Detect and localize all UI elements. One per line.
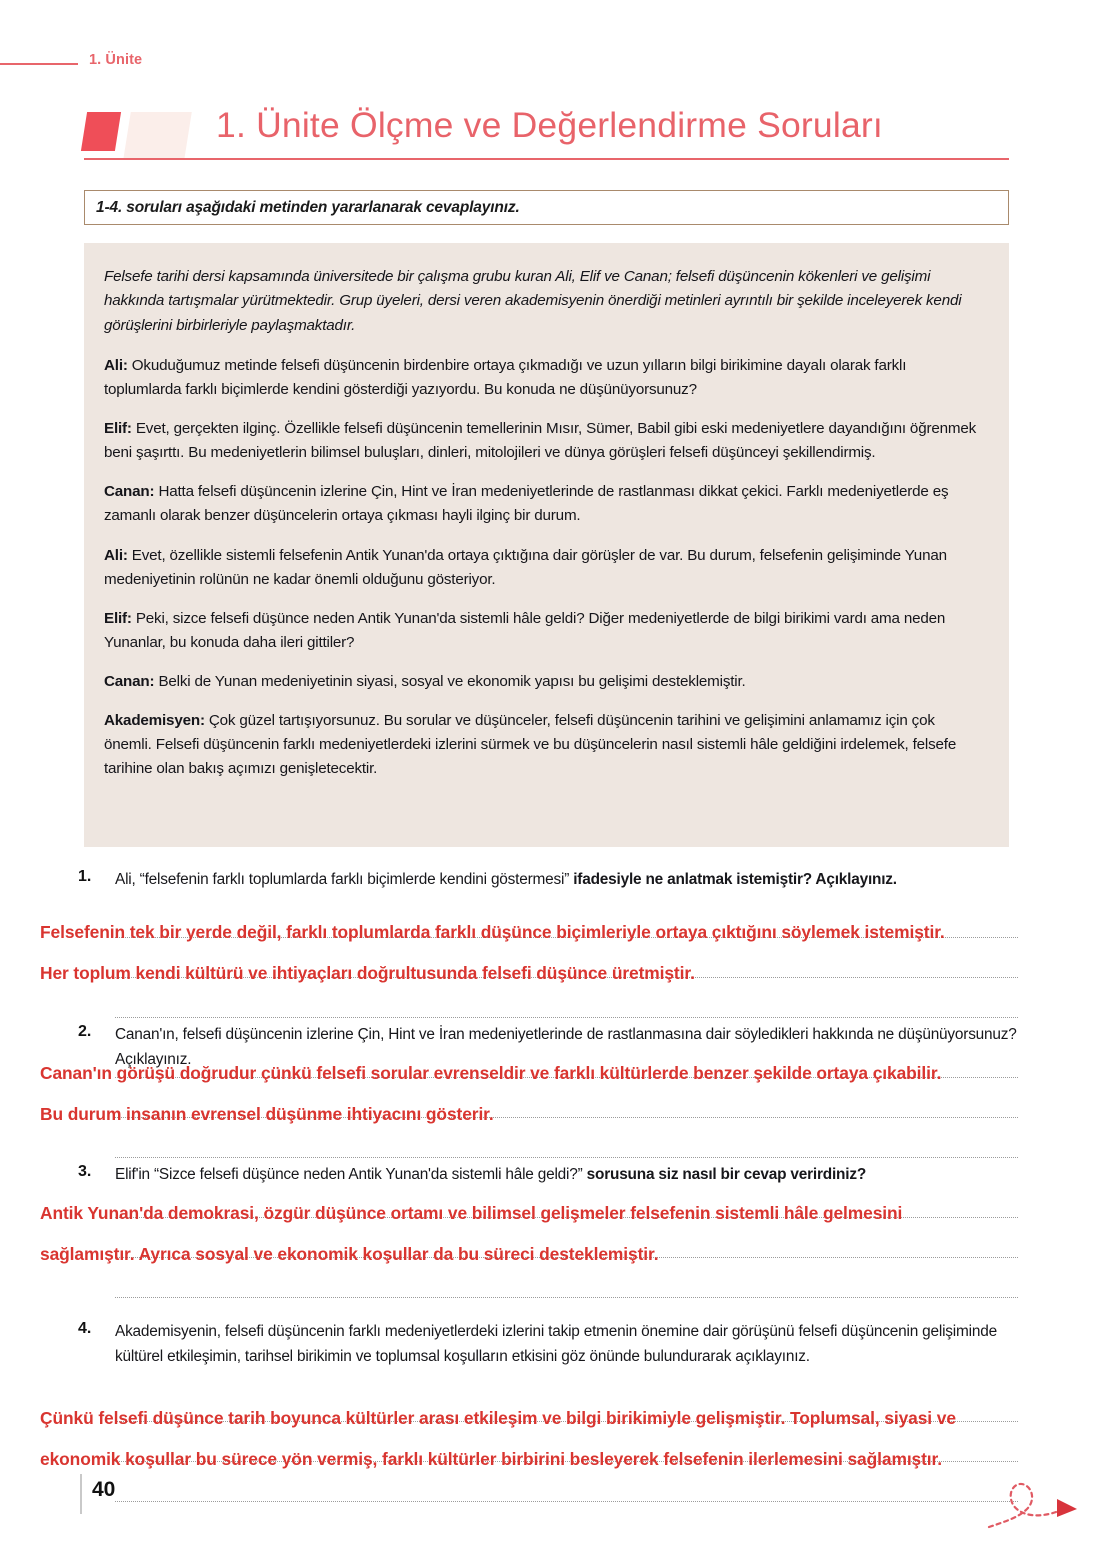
dialogue-speaker: Ali: xyxy=(104,546,128,564)
instruction-box xyxy=(84,190,1009,225)
answer-line[interactable] xyxy=(115,1501,1018,1502)
dialogue-text: Evet, özellikle sistemli felsefenin Antik Yunan'da ortaya çıktığına dair görüşler de var. Bu durum, felsefenin gelişiminde Yunan medeniyetinin rolünün ne kadar önemli olduğunu gösteriyor. xyxy=(104,546,947,588)
question-text xyxy=(115,868,1018,893)
unit-label: 1. Ünite xyxy=(89,52,143,68)
answer-line[interactable] xyxy=(115,1157,1018,1158)
dialogue-text: Hatta felsefi düşüncenin izlerine Çin, Hint ve İran medeniyetlerinde de rastlanması dikkat çekici. Farklı medeniyetlerde eş zamanlı olarak benzer düşüncelerin ortaya çıkması hayli ilginç bir durum. xyxy=(104,483,949,525)
dialogue-speaker: Ali: xyxy=(104,356,128,374)
handwritten-answer: Canan'ın görüşü doğrudur çünkü felsefi sorular evrenseldir ve farklı kültürlerde benzer şekilde ortaya çıkabilir. Bu durum insanın evrensel düşünme ihtiyacını gösterir. xyxy=(40,1063,942,1124)
dialogue-text: Okuduğumuz metinde felsefi düşüncenin birdenbire ortaya çıkmadığı ve uzun yılların bilgi birikimine dayalı olarak farklı toplumlarda farklı biçimlerde kendini gösterdiği yazıyordu. Bu konuda ne düşünüyorsunuz? xyxy=(104,356,907,399)
dialogue-line xyxy=(104,417,981,465)
dialogue-container xyxy=(104,354,981,781)
page-number: 40 xyxy=(92,1478,116,1501)
question-number: 4. xyxy=(78,1320,92,1337)
question-block xyxy=(78,1320,1018,1370)
question-prompt-lead: Canan'ın, felsefi düşüncenin izlerine Çin, Hint ve İran medeniyetlerinde de rastlanmasına dair söyledikleri hakkında ne düşünüyorsunuz? Açıklayınız. xyxy=(115,1026,1017,1068)
passage-intro: Felsefe tarihi dersi kapsamında üniversitede bir çalışma grubu kuran Ali, Elif ve Canan; felsefi düşüncenin kökenleri ve gelişimi hakkında tartışmalar yürütmektedir. Grup üyeleri, dersi veren akademisyenin önerdiği metinleri ayrıntılı bir şekilde inceleyerek kendi görüşlerini birbirleriyle paylaşmaktadır. xyxy=(104,268,962,334)
footer-rule xyxy=(80,1474,82,1514)
dialogue-line xyxy=(104,544,981,592)
corner-flourish-arrow-icon xyxy=(977,1459,1097,1551)
page-title: 1. Ünite Ölçme ve Değerlendirme Soruları xyxy=(216,105,883,145)
question-block xyxy=(78,1163,1018,1188)
question-prompt-tail: sorusuna siz nasıl bir cevap verirdiniz? xyxy=(582,1166,867,1183)
instruction-text: 1-4. soruları aşağıdaki metinden yararlanarak cevaplayınız. xyxy=(96,198,520,216)
question-prompt-lead: Elif'in xyxy=(115,1166,154,1183)
question-text xyxy=(115,1163,1018,1188)
handwritten-answer: Felsefenin tek bir yerde değil, farklı toplumlarda farklı düşünce biçimleriyle ortaya çıktığını söylemek istemiştir. Her toplum kendi kültürü ve ihtiyaçları doğrultusunda felsefi düşünce üretmiştir. xyxy=(40,922,945,983)
dialogue-speaker: Elif: xyxy=(104,420,132,438)
question-prompt-lead: Akademisyenin, felsefi düşüncenin farklı medeniyetlerdeki izlerini takip etmenin önemine dair görüşünü felsefi düşüncenin gelişiminde kültürel etkileşimin, tarihsel birikimin ve toplumsal koşulların etkisini göz önünde bulundurarak açıklayınız. xyxy=(115,1323,997,1365)
question-number: 2. xyxy=(78,1023,92,1040)
dialogue-line xyxy=(104,354,981,402)
answer-line[interactable] xyxy=(115,1017,1018,1018)
question-text xyxy=(115,1320,1018,1370)
dialogue-speaker: Elif: xyxy=(104,609,132,627)
question-prompt-tail: ifadesiyle ne anlatmak istemiştir? Açıklayınız. xyxy=(569,871,897,888)
dialogue-text: Peki, sizce felsefi düşünce neden Antik Yunan'da sistemli hâle geldi? Diğer medeniyetlerde de bilgi birikimi vardı ama neden Yunanlar, bu konuda daha ileri gittiler? xyxy=(104,609,946,651)
question-prompt-quote: “Sizce felsefi düşünce neden Antik Yunan'da sistemli hâle geldi?” xyxy=(153,1166,583,1183)
dialogue-line xyxy=(104,607,981,655)
question-prompt-quote: “felsefenin farklı toplumlarda farklı biçimlerde kendini göstermesi” xyxy=(139,871,570,888)
dialogue-speaker: Canan: xyxy=(104,483,155,501)
handwritten-answer: Çünkü felsefi düşünce tarih boyunca kültürler arası etkileşim ve bilgi birikimiyle gelişmiştir. Toplumsal, siyasi ve ekonomik koşullar bu sürece yön vermiş, farklı kültürler birbirini besleyerek felsefenin ilerlemesini sağlamıştır. xyxy=(40,1408,956,1469)
question-number: 3. xyxy=(78,1163,92,1180)
dialogue-text: Evet, gerçekten ilginç. Özellikle felsefi düşüncenin temellerinin Mısır, Sümer, Babil gibi eski medeniyetlere dayandığını öğrenmek beni şaşırttı. Bu medeniyetlerin bilimsel buluşları, dinleri, mitolojileri ve dünya görüşleri felsefi düşünceyi şekillendirmiş. xyxy=(104,420,977,462)
dialogue-line xyxy=(104,709,981,781)
dialogue-text: Çok güzel tartışıyorsunuz. Bu sorular ve düşünceler, felsefi düşüncenin tarihini ve gelişimini anlamamız için çok önemli. Felsefi düşüncenin farklı medeniyetlerdeki izlerini sürmek ve bu düşüncelerin nasıl sistemli hâle geldiğini irdelemek, felsefe tarihine olan bakış açımızı genişletecektir. xyxy=(104,711,957,778)
handwritten-answer: Antik Yunan'da demokrasi, özgür düşünce ortamı ve bilimsel gelişmeler felsefenin sistemli hâle gelmesini sağlamıştır. Ayrıca sosyal ve ekonomik koşullar da bu süreci desteklemiştir. xyxy=(40,1203,903,1264)
answer-line[interactable] xyxy=(115,1297,1018,1298)
question-block xyxy=(78,868,1018,893)
reading-passage xyxy=(84,243,1009,847)
question-number: 1. xyxy=(78,868,92,885)
title-block xyxy=(84,105,1012,163)
title-marker-pale-icon xyxy=(123,112,192,160)
dialogue-speaker: Akademisyen: xyxy=(104,711,205,729)
title-underline xyxy=(84,158,1009,160)
running-header xyxy=(0,52,1105,74)
header-rule xyxy=(0,63,78,65)
title-marker-solid-icon xyxy=(81,112,121,151)
dialogue-text: Belki de Yunan medeniyetinin siyasi, sosyal ve ekonomik yapısı bu gelişimi desteklemiştir. xyxy=(154,672,746,690)
dialogue-line xyxy=(104,480,981,528)
question-prompt-lead: Ali, xyxy=(115,871,140,888)
dialogue-speaker: Canan: xyxy=(104,672,155,690)
dialogue-line xyxy=(104,670,981,694)
